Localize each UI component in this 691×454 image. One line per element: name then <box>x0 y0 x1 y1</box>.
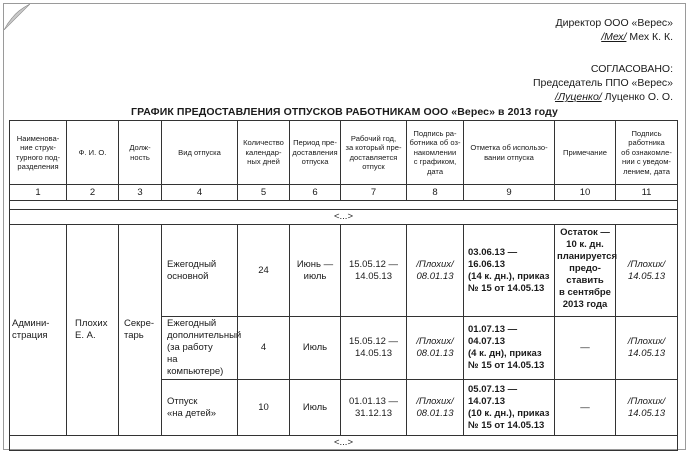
ellipsis-row <box>10 436 678 451</box>
department-cell: Админи- страция <box>10 225 67 436</box>
work-year-cell: 01.01.13 — 31.12.13 <box>341 380 407 436</box>
chairman-line: Председатель ППО «Верес» <box>532 77 673 89</box>
column-number: 10 <box>555 185 616 201</box>
agreed-label: СОГЛАСОВАНО: <box>590 63 673 75</box>
column-number: 7 <box>341 185 407 201</box>
column-header: Наименова- ние струк- турного под- разделения <box>10 121 67 185</box>
ellipsis-row <box>10 210 678 225</box>
days-cell: 24 <box>238 225 290 317</box>
signature-cell: /Плохих/ 08.01.13 <box>407 380 464 436</box>
column-header: Подпись ра- ботника об оз- накомлении с графиком, дата <box>407 121 464 185</box>
note-cell: Остаток — 10 к. дн. планируется предо- ставить в сентябре 2013 года <box>555 225 616 317</box>
notice-signature-cell: /Плохих/ 14.05.13 <box>616 225 678 317</box>
director-line: Директор ООО «Верес» <box>555 17 673 29</box>
column-number: 3 <box>119 185 162 201</box>
column-number: 5 <box>238 185 290 201</box>
notice-signature-cell: /Плохих/ 14.05.13 <box>616 317 678 380</box>
days-cell: 10 <box>238 380 290 436</box>
position-cell: Секре- тарь <box>119 225 162 436</box>
vacation-type-cell: Отпуск «на детей» <box>162 380 238 436</box>
note-cell: — <box>555 317 616 380</box>
column-number: 11 <box>616 185 678 201</box>
table-row <box>10 225 678 317</box>
vacation-type-cell: Ежегодный основной <box>162 225 238 317</box>
spacer-row <box>10 201 678 210</box>
usage-mark-cell: 01.07.13 — 04.07.13 (4 к. дн), приказ № 15 от 14.05.13 <box>464 317 555 380</box>
column-number: 1 <box>10 185 67 201</box>
column-header: Примечание <box>555 121 616 185</box>
usage-mark-cell: 05.07.13 — 14.07.13 (10 к. дн.), приказ № 15 от 14.05.13 <box>464 380 555 436</box>
column-header: Ф. И. О. <box>67 121 119 185</box>
vacation-type-cell: Ежегодный дополнительный (за работу на компьютере) <box>162 317 238 380</box>
header-row <box>10 121 678 185</box>
note-cell: — <box>555 380 616 436</box>
page-curl-icon <box>4 4 30 30</box>
column-header: Период пре- доставления отпуска <box>290 121 341 185</box>
director-approval <box>555 16 673 44</box>
usage-mark-cell: 03.06.13 — 16.06.13 (14 к. дн.), приказ № 15 от 14.05.13 <box>464 225 555 317</box>
union-agreement <box>533 62 673 104</box>
column-number: 6 <box>290 185 341 201</box>
days-cell: 4 <box>238 317 290 380</box>
period-cell: Июль <box>290 317 341 380</box>
signature-cell: /Плохих/ 08.01.13 <box>407 225 464 317</box>
column-number: 4 <box>162 185 238 201</box>
director-signature: /Мех/ <box>601 31 627 43</box>
work-year-cell: 15.05.12 — 14.05.13 <box>341 317 407 380</box>
signature-cell: /Плохих/ 08.01.13 <box>407 317 464 380</box>
column-number: 8 <box>407 185 464 201</box>
column-header: Вид отпуска <box>162 121 238 185</box>
work-year-cell: 15.05.12 — 14.05.13 <box>341 225 407 317</box>
column-header: Долж- ность <box>119 121 162 185</box>
chairman-signature: /Луценко/ <box>555 91 602 103</box>
employee-name-cell: Плохих Е. А. <box>67 225 119 436</box>
period-cell: Июль <box>290 380 341 436</box>
chairman-name: Луценко О. О. <box>604 91 673 103</box>
notice-signature-cell: /Плохих/ 14.05.13 <box>616 380 678 436</box>
column-number-row <box>10 185 678 201</box>
ellipsis: <...> <box>10 436 678 451</box>
column-header: Подпись работника об ознакомле- нии с уведом- лением, дата <box>616 121 678 185</box>
period-cell: Июнь — июль <box>290 225 341 317</box>
director-name: Мех К. К. <box>629 31 673 43</box>
column-header: Отметка об использо- вании отпуска <box>464 121 555 185</box>
column-header: Рабочий год, за который пре- доставляется отпуск <box>341 121 407 185</box>
column-header: Количество календар- ных дней <box>238 121 290 185</box>
vacation-schedule-table <box>9 120 678 451</box>
ellipsis: <...> <box>10 210 678 225</box>
column-number: 9 <box>464 185 555 201</box>
document-title: ГРАФИК ПРЕДОСТАВЛЕНИЯ ОТПУСКОВ РАБОТНИКАМ ООО «Верес» в 2013 году <box>131 106 558 118</box>
column-number: 2 <box>67 185 119 201</box>
